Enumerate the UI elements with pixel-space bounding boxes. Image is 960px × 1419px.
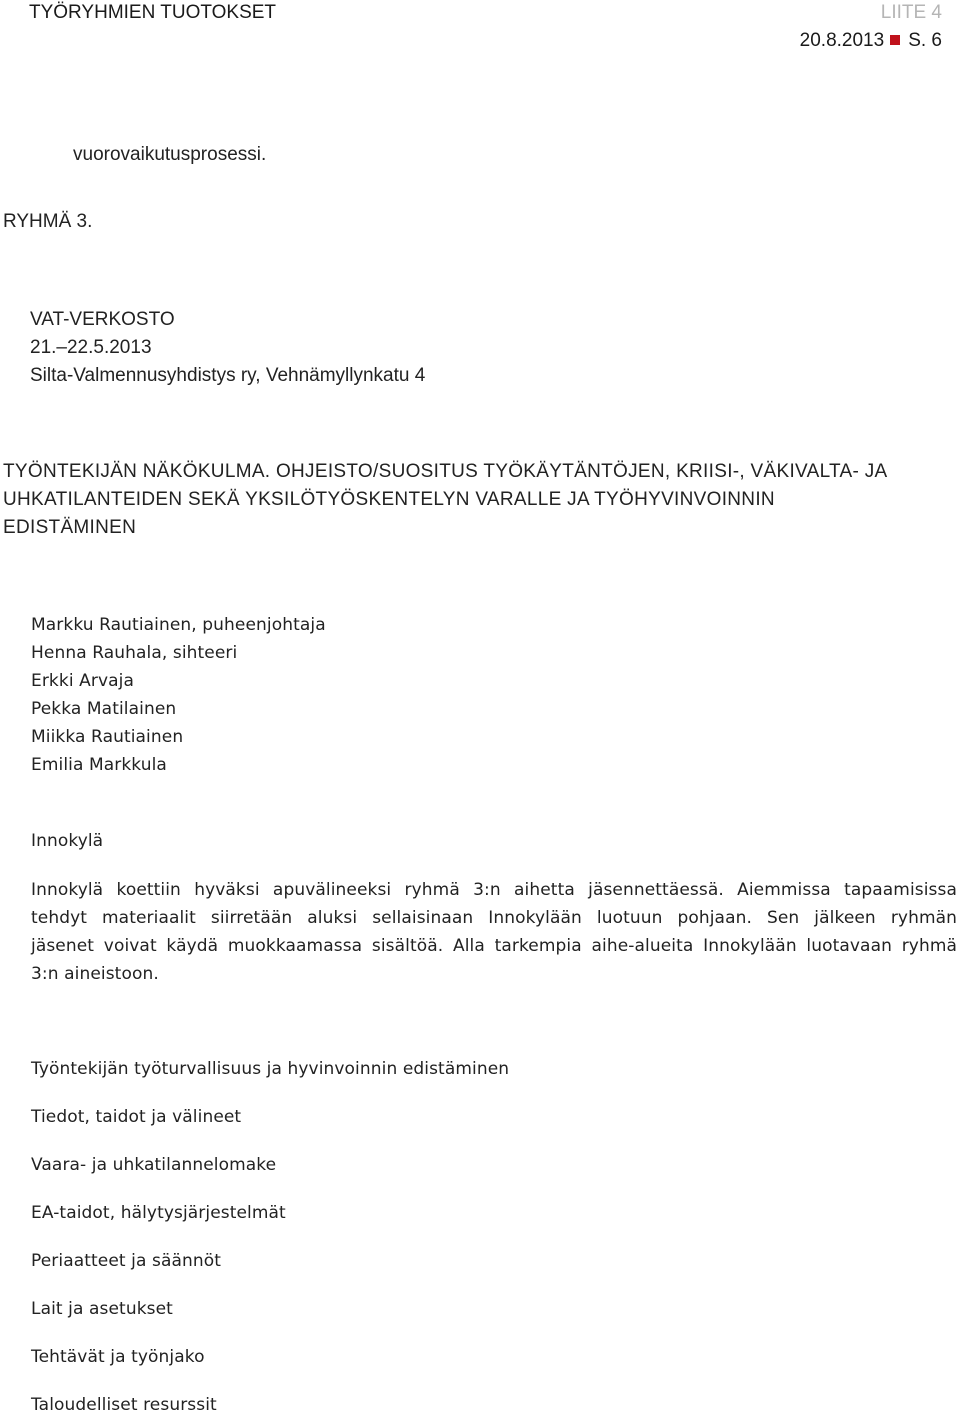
topic-item: Taloudelliset resurssit	[31, 1395, 217, 1415]
event-dates: 21.–22.5.2013	[30, 337, 152, 358]
date-page-line	[800, 30, 942, 52]
topic-line: UHKATILANTEIDEN SEKÄ YKSILÖTYÖSKENTELYN VARALLE JA TYÖHYVINVOINNIN	[3, 489, 775, 510]
paragraph-line: Innokylä koettiin hyväksi apuvälineeksi ryhmä 3:n aihetta jäsennettäessä. Aiemmissa tapaamisissa	[31, 880, 957, 900]
event-name: VAT-VERKOSTO	[30, 309, 175, 330]
innokyla-paragraph	[31, 876, 957, 988]
continuation-text: vuorovaikutusprosessi.	[73, 144, 267, 165]
topic-line: EDISTÄMINEN	[3, 517, 137, 538]
topic-item: EA-taidot, hälytysjärjestelmät	[31, 1203, 286, 1223]
member-item: Erkki Arvaja	[31, 671, 134, 691]
topics-list	[31, 1055, 509, 1419]
member-item: Henna Rauhala, sihteeri	[31, 643, 238, 663]
page-number: S. 6	[908, 30, 942, 51]
paragraph-line: tehdyt materiaalit siirretään aluksi sellaisinaan Innokylään luotuun pohjaan. Sen jälkeen ryhmän	[31, 908, 957, 928]
topic-item: Tehtävät ja työnjako	[31, 1347, 205, 1367]
topic-item: Tiedot, taidot ja välineet	[31, 1107, 242, 1127]
paragraph-line: jäsenet voivat käydä muokkaamassa sisältöä. Alla tarkempia aihe-alueita Innokylään luotavaan ryhmä	[31, 936, 957, 956]
topic-line: TYÖNTEKIJÄN NÄKÖKULMA. OHJEISTO/SUOSITUS TYÖKÄYTÄNTÖJEN, KRIISI-, VÄKIVALTA- JA	[3, 461, 888, 482]
member-item: Emilia Markkula	[31, 755, 167, 775]
topic-item: Vaara- ja uhkatilannelomake	[31, 1155, 277, 1175]
group-title: RYHMÄ 3.	[3, 211, 93, 232]
event-info	[30, 306, 425, 390]
topic-item: Periaatteet ja säännöt	[31, 1251, 222, 1271]
member-item: Pekka Matilainen	[31, 699, 177, 719]
members-list	[31, 611, 326, 779]
paragraph-line: 3:n aineistoon.	[31, 964, 159, 984]
section-title: TYÖRYHMIEN TUOTOKSET	[29, 2, 277, 23]
topic-heading	[3, 458, 888, 542]
red-square-icon	[890, 35, 900, 45]
appendix-label: LIITE 4	[880, 2, 942, 23]
header-date: 20.8.2013	[799, 30, 885, 51]
topic-item: Työntekijän työturvallisuus ja hyvinvoinnin edistäminen	[31, 1059, 510, 1079]
topic-item: Lait ja asetukset	[31, 1299, 173, 1319]
member-item: Miikka Rautiainen	[31, 727, 184, 747]
member-item: Markku Rautiainen, puheenjohtaja	[31, 615, 326, 635]
innokyla-heading: Innokylä	[31, 831, 104, 851]
event-location: Silta-Valmennusyhdistys ry, Vehnämyllynkatu 4	[30, 365, 426, 386]
